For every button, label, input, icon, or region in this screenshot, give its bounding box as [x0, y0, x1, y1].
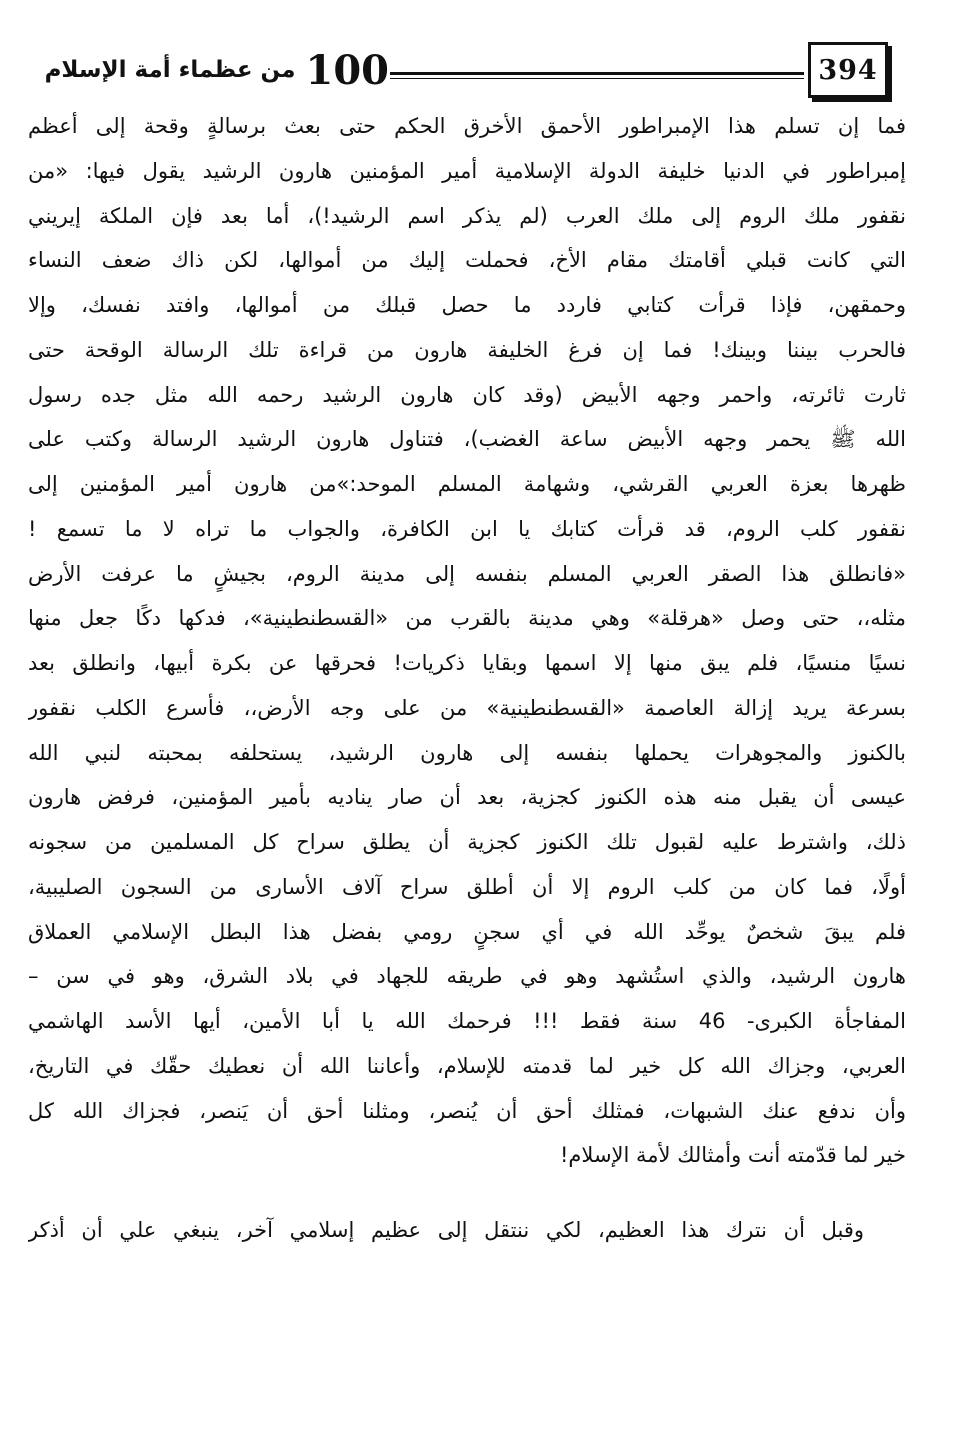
- book-title-number: 100: [305, 46, 389, 94]
- header-rule-thin: [390, 78, 804, 79]
- text-line: إمبراطور في الدنيا خليفة الدولة الإسلامية أمير المؤمنين هارون الرشيد يقول فيها: «من: [28, 158, 906, 183]
- text-line: الله ﷺ يحمر وجهه الأبيض ساعة الغضب)، فتناول هارون الرشيد الرسالة وكتب على: [28, 427, 906, 452]
- text-line: وحمقهن، فإذا قرأت كتابي فاردد ما حصل قبلك من أموالها، وافتد نفسك، وإلا: [28, 293, 906, 317]
- text-line: وأن ندفع عنك الشبهات، فمثلك أحق أن يُنصر، ومثلنا أحق أن يَنصر، فجزاك الله كل: [28, 1098, 906, 1123]
- text-line: خير لما قدّمته أنت وأمثالك لأمة الإسلام!: [560, 1143, 906, 1168]
- text-line: أولًا، فما كان من كلب الروم إلا أن أطلق سراح آلاف الأسارى من السجون الصليبية،: [28, 874, 906, 899]
- book-title-text: من عظماء أمة الإسلام: [44, 57, 296, 83]
- page-number: 394: [808, 42, 888, 98]
- text-line: التي كانت قبلي أقامتك مقام الأخ، فحملت إليك من أموالها، لكن ذاك ضعف النساء: [28, 248, 906, 273]
- paragraph-gap: [28, 1178, 906, 1208]
- body-text: [28, 104, 906, 1253]
- text-line: ظهرها بعزة العربي القرشي، وشهامة المسلم الموحد:»من هارون أمير المؤمنين إلى: [28, 472, 906, 496]
- text-line: ثارت ثائرته، واحمر وجهه الأبيض (وقد كان هارون الرشيد رحمه الله مثل جده رسول: [28, 382, 906, 407]
- text-line: مثله،، حتى وصل «هرقلة» وهي مدينة بالقرب من «القسطنطينية»، فدكها دكًا جعل منها: [28, 606, 906, 631]
- text-line: «فانطلق هذا الصقر العربي المسلم بنفسه إلى مدينة الروم، بجيشٍ ما عرفت الأرض: [28, 561, 906, 586]
- text-line: ذلك، واشترط عليه لقبول تلك الكنوز كجزية أن يطلق سراح كل المسلمين من سجونه: [28, 830, 906, 854]
- text-line: العربي، وجزاك الله كل خير لما قدمته للإسلام، وأعاننا الله أن نعطيك حقّك في التاريخ،: [28, 1053, 906, 1078]
- text-line: عيسى أن يقبل منه هذه الكنوز كجزية، بعد أن صار يناديه بأمير المؤمنين، فرفض هارون: [28, 785, 906, 810]
- text-line: بالكنوز والمجوهرات يحملها بنفسه إلى هارون الرشيد، يستحلفه بمحبته لنبي الله: [28, 740, 906, 765]
- text-line: فلم يبقَ شخصٌ يوحِّد الله في أي سجنٍ رومي بفضل هذا البطل الإسلامي العملاق: [28, 919, 906, 944]
- text-line: نقفور كلب الروم، قد قرأت كتابك يا ابن الكافرة، والجواب ما تراه لا ما تسمع !: [28, 516, 906, 541]
- text-line: نقفور ملك الروم إلى ملك العرب (لم يذكر اسم الرشيد!)، أما بعد فإن الملكة إيريني: [28, 203, 906, 228]
- page-header: [30, 40, 900, 104]
- text-line: المفاجأة الكبرى- 46 سنة فقط !!! فرحمك الله يا أبا الأمين، أيها الأسد الهاشمي: [28, 1009, 906, 1033]
- text-line: بسرعة يريد إزالة العاصمة «القسطنطينية» من على وجه الأرض،، فأسرع الكلب نقفور: [28, 695, 906, 720]
- text-line: فالحرب بيننا وبينك! فما إن فرغ الخليفة هارون من قراءة تلك الرسالة الوقحة حتى: [28, 337, 906, 362]
- text-line: فما إن تسلم هذا الإمبراطور الأحمق الأخرق الحكم حتى بعث برسالةٍ وقحة إلى أعظم: [28, 114, 906, 138]
- text-line: هارون الرشيد، والذي استُشهد وهو في طريقه للجهاد في بلاد الشرق، وهو في سن –: [28, 964, 906, 989]
- header-rule: [390, 72, 804, 75]
- text-line: وقبل أن نترك هذا العظيم، لكي ننتقل إلى عظيم إسلامي آخر، ينبغي علي أن أذكر: [28, 1218, 864, 1242]
- book-title: [44, 40, 389, 100]
- text-line: نسيًا منسيًا، فلم يبق منها إلا اسمها وبقايا ذكريات! فحرقها عن بكرة أبيها، وانطلق بعد: [28, 651, 906, 675]
